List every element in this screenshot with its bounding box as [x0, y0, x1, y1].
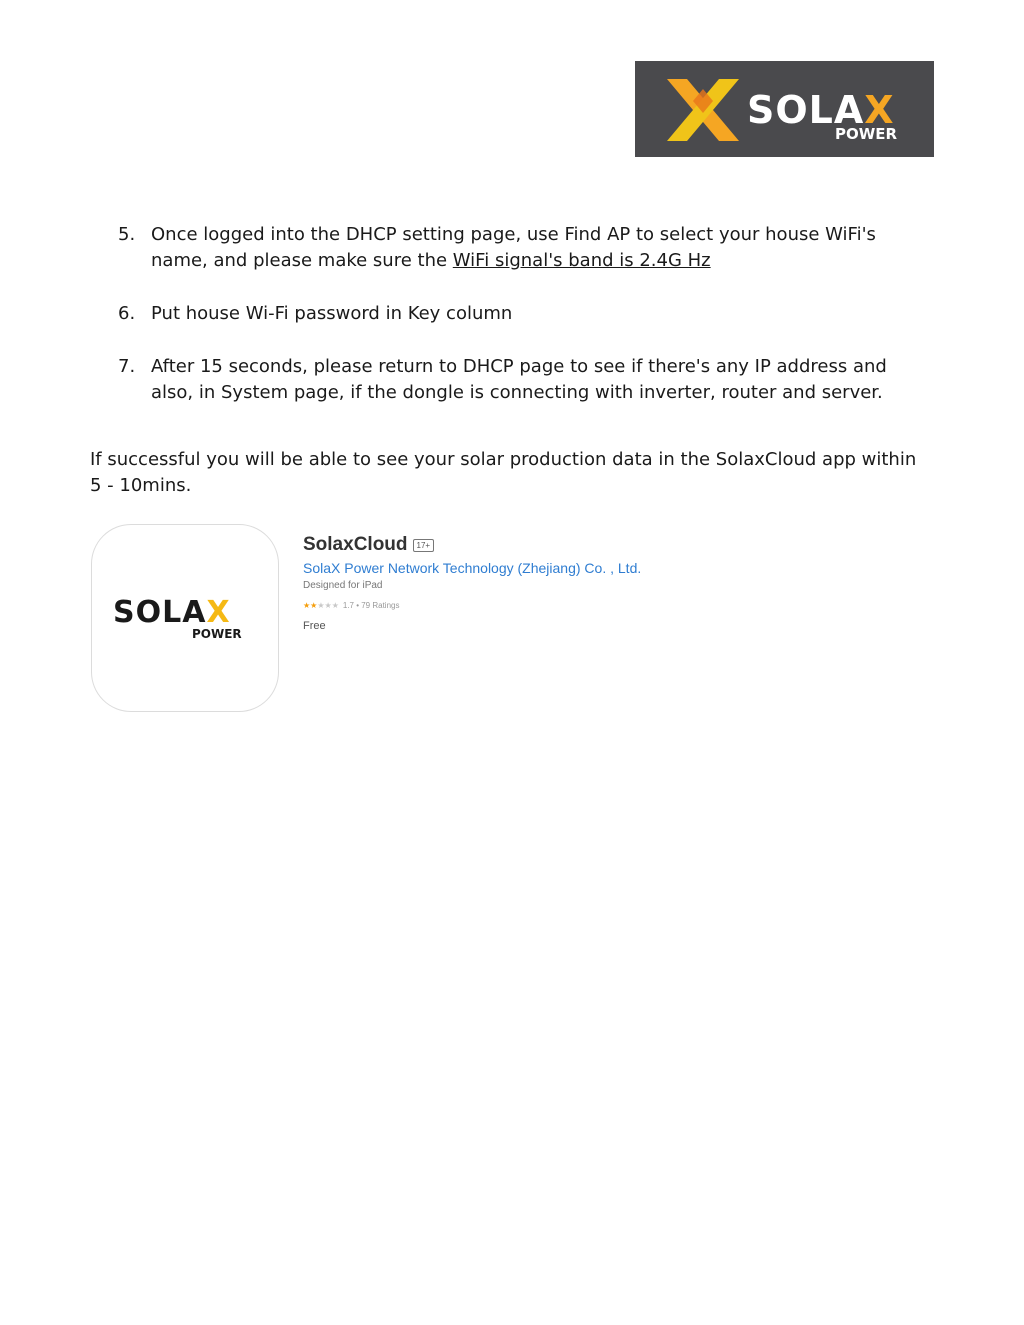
step-item-6: [118, 301, 918, 327]
step-item-7: [118, 354, 918, 406]
logo-subtitle: POWER: [835, 125, 898, 143]
rating-row: [303, 601, 641, 610]
setup-steps-list: [118, 222, 918, 406]
step-number: 5.: [118, 224, 136, 245]
age-rating-badge: 17+: [413, 539, 435, 552]
rating-text: 1.7 • 79 Ratings: [342, 601, 400, 610]
app-icon[interactable]: [91, 524, 279, 712]
app-developer-link[interactable]: SolaX Power Network Technology (Zhejiang) Co. , Ltd.: [303, 560, 642, 576]
step-text: Put house Wi-Fi password in Key column: [151, 303, 513, 324]
star-rating-icon: ★★★★★: [303, 601, 339, 610]
success-summary: If successful you will be able to see your solar production data in the SolaxCloud app within 5 - 10mins.: [90, 449, 917, 496]
wifi-band-link[interactable]: WiFi signal's band is 2.4G Hz: [452, 250, 711, 271]
app-store-info: [303, 534, 641, 632]
step-text: Once logged into the DHCP setting page, use Find AP to select your house WiFi's name, and please make sure the: [151, 224, 876, 271]
step-text: After 15 seconds, please return to DHCP page to see if there's any IP address and also, in System page, if the dongle is connecting with inverter, router and server.: [151, 356, 887, 403]
app-icon-subtitle: POWER: [192, 627, 242, 641]
solax-x-mark-icon: [663, 75, 743, 145]
app-designed-for: Designed for iPad: [303, 580, 383, 591]
step-number: 7.: [118, 356, 136, 377]
solax-header-logo: [635, 61, 934, 157]
step-item-5: [118, 222, 918, 274]
app-icon-wordmark: SOLAX: [113, 595, 231, 630]
logo-wordmark: SOLAX: [747, 88, 895, 132]
app-price: Free: [303, 620, 326, 632]
app-title[interactable]: SolaxCloud: [303, 534, 408, 555]
step-number: 6.: [118, 303, 136, 324]
